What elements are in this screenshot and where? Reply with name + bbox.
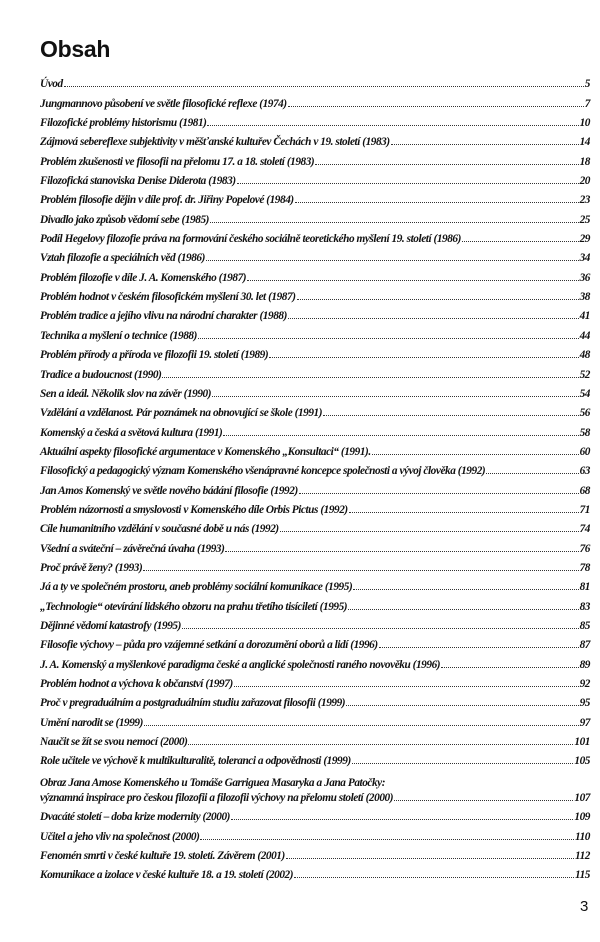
dot-leader — [225, 551, 578, 552]
dot-leader — [349, 512, 579, 513]
page-title: Obsah — [40, 36, 111, 62]
toc-entry[interactable] — [40, 804, 590, 823]
dot-leader — [212, 396, 579, 397]
toc-entry-title: Umění narodit se (1999) — [40, 716, 143, 729]
toc-entry-page: 7 — [584, 97, 590, 110]
dot-leader — [247, 280, 579, 281]
toc-entry-title: Filozofická stanoviska Denise Diderota (1983) — [40, 175, 236, 188]
toc-entry[interactable] — [40, 129, 590, 148]
dot-leader — [210, 222, 579, 223]
toc-entry-title: Naučit se žít se svou nemocí (2000) — [40, 736, 188, 749]
toc-entry[interactable] — [40, 361, 590, 380]
dot-leader — [486, 473, 578, 474]
toc-entry-page: 71 — [579, 503, 590, 516]
page-number: 3 — [580, 898, 589, 915]
dot-leader — [394, 800, 573, 801]
toc-entry-page: 56 — [579, 407, 590, 420]
toc-entry[interactable] — [40, 535, 590, 554]
toc-entry-title: Já a ty ve společném prostoru, aneb problémy sociální komunikace (1995) — [40, 581, 353, 594]
dot-leader — [297, 299, 579, 300]
toc-entry-page: 58 — [579, 426, 590, 439]
toc-entry-title: Zájmová sebereflexe subjektivity v měšťanské kultuřev Čechách v 19. století (1983) — [40, 136, 390, 149]
dot-leader — [64, 86, 584, 87]
dot-leader — [207, 125, 578, 126]
toc-entry-page: 109 — [574, 811, 590, 824]
toc-entry-page: 115 — [575, 869, 590, 882]
toc-entry-page: 89 — [579, 658, 590, 671]
toc-entry[interactable] — [40, 400, 590, 419]
toc-entry[interactable] — [40, 843, 590, 862]
toc-entry-page: 105 — [574, 755, 590, 768]
toc-entry[interactable] — [40, 148, 590, 167]
toc-entry-title: Problém zkušenosti ve filosofii na přelomu 17. a 18. století (1983) — [40, 155, 315, 168]
dot-leader — [144, 725, 579, 726]
toc-entry-title: Jungmannovo působení ve světle filosofické reflexe (1974) — [40, 97, 287, 110]
toc-entry-page: 41 — [579, 310, 590, 323]
toc-entry[interactable] — [40, 206, 590, 225]
toc-entry-title: Problém hodnot v českém filosofickém myšlení 30. let (1987) — [40, 291, 296, 304]
toc-entry[interactable] — [40, 690, 590, 709]
toc-entry-page: 25 — [579, 213, 590, 226]
dot-leader — [231, 819, 573, 820]
toc-entry-title: Obraz Jana Amose Komenského u Tomáše Garriguea Masaryka a Jana Patočky: — [40, 776, 386, 789]
toc-entry[interactable] — [40, 862, 590, 881]
toc-entry-page: 52 — [579, 368, 590, 381]
toc-entry-page: 48 — [579, 349, 590, 362]
toc-entry-title: Učitel a jeho vliv na společnost (2000) — [40, 830, 200, 843]
toc-entry-page: 107 — [574, 791, 590, 804]
toc-entry-page: 87 — [579, 639, 590, 652]
dot-leader — [288, 318, 579, 319]
dot-leader — [353, 589, 578, 590]
toc-entry-title: Vzdělání a vzdělanost. Pár poznámek na obnovující se škole (1991) — [40, 407, 323, 420]
toc-entry[interactable] — [40, 729, 590, 748]
toc-entry-page: 85 — [579, 619, 590, 632]
toc-entry-page: 18 — [579, 155, 590, 168]
dot-leader — [198, 338, 579, 339]
dot-leader — [294, 877, 574, 878]
toc-entry-title: Proč právě ženy? (1993) — [40, 561, 143, 574]
toc-entry[interactable] — [40, 555, 590, 574]
toc-entry[interactable] — [40, 593, 590, 612]
toc-entry-title: Cíle humanitního vzdělání v současné době u nás (1992) — [40, 523, 279, 536]
dot-leader — [346, 705, 578, 706]
dot-leader — [223, 435, 578, 436]
toc-entry-title: Podíl Hegelovy filozofie práva na formování českého sociálně teoretického myšlení 19. století (1986) — [40, 233, 461, 246]
toc-entry[interactable] — [40, 671, 590, 690]
toc-entry-page: 5 — [584, 78, 590, 91]
table-of-contents — [40, 71, 590, 881]
toc-entry-title: Proč v pregraduálním a postgraduálním studiu zařazovat filosofii (1999) — [40, 697, 346, 710]
toc-entry[interactable] — [40, 439, 590, 458]
dot-leader — [323, 415, 579, 416]
toc-entry-title: Divadlo jako způsob vědomí sebe (1985) — [40, 213, 209, 226]
toc-entry[interactable] — [40, 419, 590, 438]
toc-entry[interactable] — [40, 226, 590, 245]
toc-entry-page: 92 — [579, 678, 590, 690]
dot-leader — [372, 454, 579, 455]
toc-entry[interactable] — [40, 187, 590, 206]
toc-entry-title: Filozofické problémy historismu (1981) — [40, 117, 207, 130]
toc-entry-title: Jan Amos Komenský ve světle nového bádání filosofie (1992) — [40, 484, 298, 497]
toc-entry-title: Problém hodnot a výchova k občanství (1997) — [40, 678, 233, 690]
toc-entry-page: 112 — [575, 849, 590, 862]
toc-entry-title: Problém tradice a jejího vlivu na národní charakter (1988) — [40, 310, 287, 323]
toc-entry-page: 101 — [574, 736, 590, 749]
toc-entry-title: Problém filozofie v díle J. A. Komenského (1987) — [40, 271, 247, 284]
toc-entry-title: Tradice a budoucnost (1990) — [40, 368, 162, 381]
toc-entry-page: 10 — [579, 117, 590, 130]
toc-entry-page: 54 — [579, 387, 590, 400]
toc-entry[interactable] — [40, 264, 590, 283]
toc-entry-page: 23 — [579, 194, 590, 207]
toc-entry-title: Dějinné vědomí katastrofy (1995) — [40, 619, 181, 632]
toc-entry[interactable] — [40, 322, 590, 341]
toc-entry-title-continued: významná inspirace pro českou filozofii a filozofii výchovy na přelomu století (2000) — [40, 791, 394, 804]
toc-entry-page: 20 — [579, 175, 590, 188]
toc-entry[interactable] — [40, 284, 590, 303]
toc-entry[interactable] — [40, 245, 590, 264]
dot-leader — [200, 839, 574, 840]
toc-entry[interactable] — [40, 516, 590, 535]
toc-entry-page: 34 — [579, 252, 590, 265]
dot-leader — [299, 493, 579, 494]
toc-entry-page: 68 — [579, 484, 590, 497]
dot-leader — [315, 164, 578, 165]
dot-leader — [352, 763, 574, 764]
toc-entry-page: 78 — [579, 561, 590, 574]
dot-leader — [182, 628, 579, 629]
dot-leader — [286, 858, 574, 859]
toc-entry[interactable] — [40, 767, 590, 804]
dot-leader — [206, 260, 579, 261]
toc-entry-page: 110 — [575, 830, 590, 843]
toc-entry[interactable] — [40, 342, 590, 361]
dot-leader — [295, 202, 579, 203]
dot-leader — [162, 377, 578, 378]
toc-entry-page: 83 — [579, 600, 590, 613]
dot-leader — [288, 106, 584, 107]
toc-entry-page: 74 — [579, 523, 590, 536]
toc-entry-page: 81 — [579, 581, 590, 594]
dot-leader — [462, 241, 579, 242]
toc-entry-title: Úvod — [40, 78, 63, 91]
toc-entry-title: Problém přírody a příroda ve filozofii 19. století (1989) — [40, 349, 269, 362]
dot-leader — [441, 667, 579, 668]
toc-entry-page: 29 — [579, 233, 590, 246]
toc-entry-title: Všední a sváteční – závěrečná úvaha (1993) — [40, 542, 225, 555]
toc-entry[interactable] — [40, 632, 590, 651]
toc-entry[interactable] — [40, 71, 590, 90]
toc-entry[interactable] — [40, 477, 590, 496]
toc-entry[interactable] — [40, 303, 590, 322]
toc-entry[interactable] — [40, 748, 590, 767]
toc-entry[interactable] — [40, 497, 590, 516]
toc-entry-title: Filosofický a pedagogický význam Komenského všenápravné koncepce společnosti a vývoj člověka (1992) — [40, 465, 486, 478]
toc-entry[interactable] — [40, 90, 590, 109]
toc-entry-page: 97 — [579, 716, 590, 729]
dot-leader — [234, 686, 579, 687]
toc-entry-title: Dvacáté století – doba krize modernity (2000) — [40, 811, 230, 824]
toc-entry[interactable] — [40, 574, 590, 593]
dot-leader — [280, 531, 579, 532]
toc-entry[interactable] — [40, 110, 590, 129]
toc-entry[interactable] — [40, 709, 590, 728]
toc-entry-page: 38 — [579, 291, 590, 304]
toc-entry[interactable] — [40, 168, 590, 187]
toc-entry[interactable] — [40, 381, 590, 400]
toc-entry-page: 76 — [579, 542, 590, 555]
toc-entry-title: Filosofie výchovy – půda pro vzájemné setkání a dorozumění oborů a lidí (1996) — [40, 639, 378, 652]
dot-leader — [348, 609, 578, 610]
toc-entry[interactable] — [40, 651, 590, 670]
toc-entry-title: J. A. Komenský a myšlenkové paradigma české a anglické společnosti raného novověku (1996) — [40, 658, 441, 671]
dot-leader — [391, 144, 579, 145]
toc-entry-title: Komunikace a izolace v české kultuře 18. a 19. století (2002) — [40, 869, 294, 882]
toc-entry-page: 60 — [579, 445, 590, 458]
dot-leader — [143, 570, 578, 571]
toc-entry[interactable] — [40, 823, 590, 842]
toc-entry-title: Problém názornosti a smyslovosti v Komenského díle Orbis Pictus (1992) — [40, 503, 348, 516]
toc-entry-title: Fenomén smrti v české kultuře 19. století. Závěrem (2001) — [40, 849, 285, 862]
toc-entry[interactable] — [40, 458, 590, 477]
dot-leader — [188, 744, 573, 745]
toc-entry-page: 95 — [579, 697, 590, 710]
toc-entry-page: 63 — [579, 465, 590, 478]
toc-entry-page: 44 — [579, 329, 590, 342]
toc-entry[interactable] — [40, 613, 590, 632]
toc-entry-title: Technika a myšlení o technice (1988) — [40, 329, 197, 342]
dot-leader — [269, 357, 578, 358]
toc-entry-title: Komenský a česká a světová kultura (1991) — [40, 426, 223, 439]
toc-entry-page: 36 — [579, 271, 590, 284]
toc-entry-page: 14 — [579, 136, 590, 149]
toc-entry-title: Problém filosofie dějin v díle prof. dr. Jiřiny Popelové (1984) — [40, 194, 294, 207]
dot-leader — [379, 647, 579, 648]
dot-leader — [237, 183, 579, 184]
toc-entry-title: Aktuální aspekty filosofické argumentace v Komenského „Konsultaci“ (1991). — [40, 445, 371, 458]
toc-entry-title: Role učitele ve výchově k multikulturalitě, toleranci a odpovědnosti (1999) — [40, 755, 351, 768]
toc-entry-title: Sen a ideál. Několik slov na závěr (1990) — [40, 387, 212, 400]
toc-entry-title: Vztah filozofie a speciálních věd (1986) — [40, 252, 205, 265]
toc-entry-title: „Technologie“ otevírání lidského obzoru na prahu třetího tisíciletí (1995) — [40, 600, 348, 613]
